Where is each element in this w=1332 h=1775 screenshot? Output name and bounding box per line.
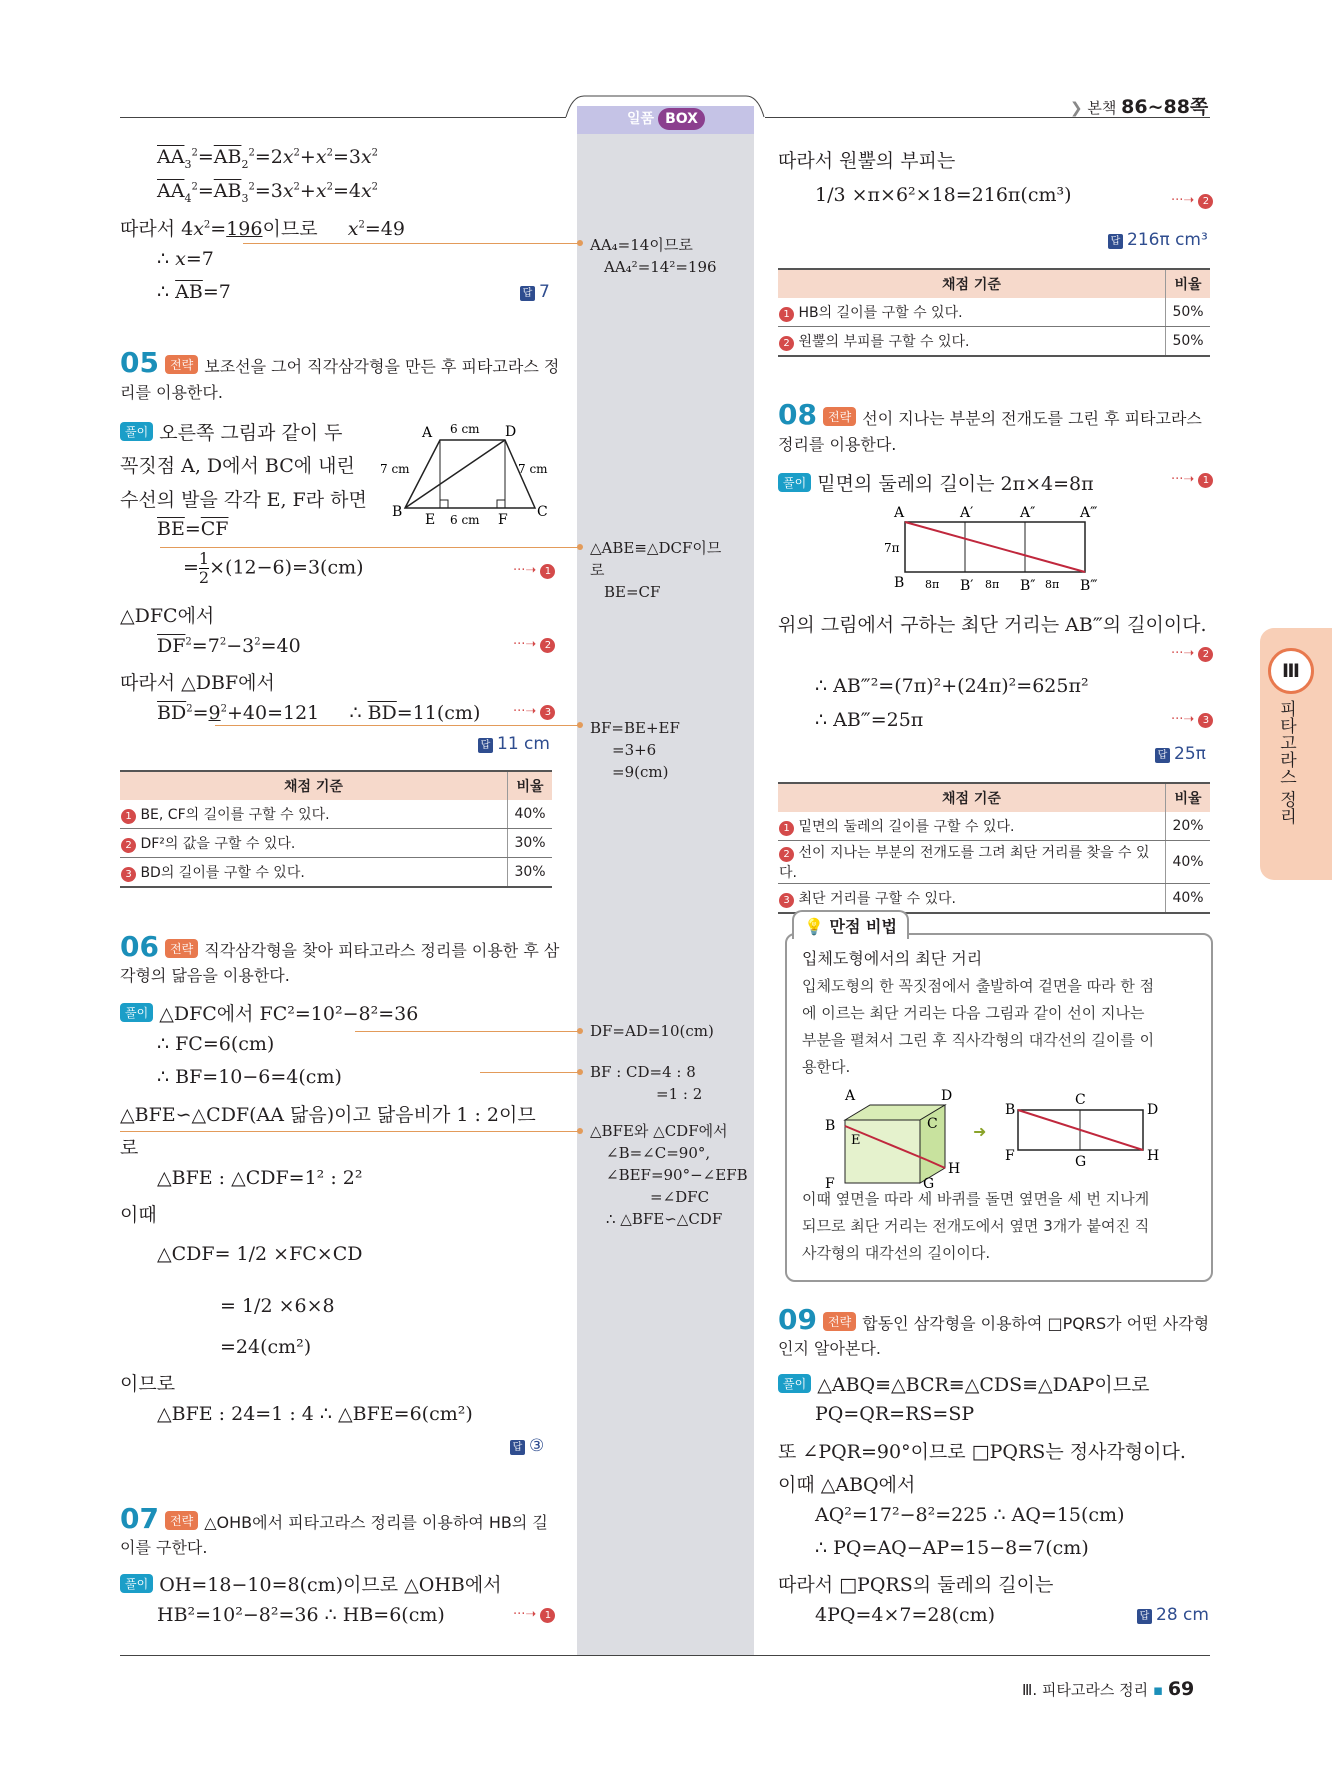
tip-title: 💡 만점 비법 [792, 910, 909, 939]
connector-2 [160, 547, 580, 548]
problem-06-line-6: △BFE : △CDF=1² : 2² [157, 1167, 363, 1189]
intro-line-3: 따라서 $4x^2=196$이므로 $x^2=49$ [120, 218, 405, 240]
problem-05-text-2: 꼭짓점 A, D에서 BC에 내린 [120, 455, 355, 477]
step-marker-07-2: ···➝ 2 [1171, 193, 1213, 209]
svg-text:D: D [505, 424, 517, 440]
criteria-table-07: 채점 기준 비율 1 HB의 길이를 구할 수 있다. 50% 2 원뿔의 부피를 구할 수 있다. 50% [778, 268, 1210, 357]
svg-text:C: C [537, 504, 548, 520]
chevron-right-icon: ❯ [1070, 99, 1083, 117]
problem-06-line-10: =24(cm²) [220, 1336, 312, 1358]
tip-foot: 이때 옆면을 따라 세 바퀴를 돌면 옆면을 세 번 지나게 되므로 최단 거리는 전개도에서 옆면 3개가 붙여진 직 사각형의 대각선의 길이이다. [802, 1190, 1150, 1262]
mid-note-2: △ABE≡△DCF이므 로 BE=CF [590, 539, 722, 601]
svg-text:A: A [894, 505, 905, 521]
svg-text:7 cm: 7 cm [518, 462, 548, 476]
problem-08-answer: 답 25π [1155, 744, 1206, 764]
problem-05-step-2: = $\frac{1}{2}$ ×(12−6)=3(cm) [183, 549, 364, 587]
mid-note-5: BF : CD=4 : 8 =1 : 2 [590, 1063, 703, 1103]
problem-09-line-3: 또 ∠PQR=90°이므로 □PQRS는 정사각형이다. [778, 1441, 1186, 1463]
step-marker-1: ···➝ 1 [513, 563, 555, 579]
problem-08-line-1: 풀이 밑면의 둘레의 길이는 2π×4=8π [778, 469, 1094, 496]
svg-text:A′: A′ [960, 505, 974, 521]
svg-text:B: B [392, 504, 403, 520]
svg-text:F: F [825, 1176, 835, 1190]
step-marker-3: ···➝ 3 [513, 704, 555, 720]
problem-09-strategy-2: 인지 알아본다. [778, 1339, 881, 1358]
step-marker-08-3: ···➝ 3 [1171, 712, 1213, 728]
net-figure [880, 500, 1120, 595]
step-marker-08-1: ···➝ 1 [1171, 472, 1213, 488]
connector-3 [215, 725, 580, 726]
header-rule-left [120, 117, 566, 118]
notes-box-title: 일품 BOX [627, 108, 705, 130]
problem-05-strategy-2: 리를 이용한다. [120, 383, 223, 402]
table-row: 3 BD의 길이를 구할 수 있다. 30% [120, 858, 552, 888]
problem-09-line-1: 풀이 △ABQ≡△BCR≡△CDS≡△DAP이므로 [778, 1370, 1149, 1397]
problem-09-line-2: PQ=QR=RS=SP [815, 1403, 975, 1425]
connector-5 [480, 1072, 580, 1073]
svg-text:8π: 8π [985, 578, 1000, 591]
svg-text:B: B [894, 575, 905, 591]
problem-07-cont-1: 따라서 원뿔의 부피는 [778, 150, 956, 172]
problem-05-step-3: △DFC에서 [120, 605, 215, 627]
mid-note-1: AA₄=14이므로 AA₄²=14²=196 [590, 236, 717, 276]
footer-rule [120, 1655, 1210, 1656]
svg-text:H: H [1147, 1148, 1160, 1164]
problem-06-answer: 답 ③ [510, 1436, 544, 1456]
intro-line-2: $\overline{AA}_4^2=\overline{AB}_3^2=3x^2+x^2=4x^2$ [157, 180, 379, 205]
svg-text:B″: B″ [1020, 578, 1036, 594]
mid-note-3: BF=BE+EF =3+6 =9(cm) [590, 719, 680, 781]
problem-06-header: 06 전략 직각삼각형을 찾아 피타고라스 정리를 이용한 후 삼 [120, 930, 560, 963]
svg-text:E: E [425, 512, 436, 528]
svg-text:E: E [851, 1133, 861, 1148]
tip-subtitle: 입체도형에서의 최단 거리 [802, 949, 983, 968]
arrow-right-icon: ➜ [973, 1122, 987, 1141]
problem-05-text-3: 수선의 발을 각각 E, F라 하면 [120, 489, 367, 511]
problem-09-answer: 답 28 cm [1137, 1605, 1209, 1625]
table-row: 2 DF²의 값을 구할 수 있다. 30% [120, 829, 552, 858]
svg-text:8π: 8π [1045, 578, 1060, 591]
svg-text:H: H [948, 1161, 961, 1177]
svg-text:A: A [422, 425, 433, 441]
step-marker-2: ···➝ 2 [513, 637, 555, 653]
problem-08-line-2: 위의 그림에서 구하는 최단 거리는 AB‴의 길이이다. [778, 614, 1207, 636]
lightbulb-icon: 💡 [804, 917, 824, 936]
svg-text:A″: A″ [1020, 505, 1036, 521]
problem-06-strategy-2: 각형의 닮음을 이용한다. [120, 966, 290, 985]
svg-text:8π: 8π [925, 578, 940, 591]
svg-text:D: D [1147, 1102, 1159, 1118]
table-row: 3 최단 거리를 구할 수 있다. 40% [778, 884, 1210, 914]
svg-text:C: C [1075, 1092, 1086, 1108]
svg-text:7π: 7π [884, 541, 900, 555]
intro-line-1: $\overline{AA}_3^2=\overline{AB}_2^2=2x^2+x^2=3x^2$ [157, 146, 379, 171]
footer: Ⅲ. 피타고라스 정리 ▪ 69 [1022, 1678, 1195, 1700]
step-marker-08-2: ···➝ 2 [1171, 646, 1213, 662]
connector-6 [120, 1131, 580, 1132]
connector-4 [355, 1031, 580, 1032]
problem-08-line-4: ∴ AB‴=25π [815, 709, 924, 731]
svg-text:A: A [845, 1088, 856, 1104]
problem-07-answer: 답 216π cm³ [1108, 230, 1208, 250]
problem-05-answer: 답 11 cm [478, 734, 550, 754]
problem-08-strategy-2: 정리를 이용한다. [778, 435, 897, 454]
problem-05-step-1: $\overline{BE}=\overline{CF}$ [157, 518, 229, 540]
svg-text:7 cm: 7 cm [380, 462, 410, 476]
notes-column [577, 107, 754, 1655]
svg-text:F: F [1005, 1148, 1015, 1164]
step-marker-07-1: ···➝ 1 [513, 1607, 555, 1623]
intro-answer: 답 7 [520, 282, 550, 302]
svg-text:G: G [1075, 1154, 1087, 1170]
problem-05-step-6: $\overline{BD}^2=9^2+40=121$ ∴ $\overline{BD}=11(cm)$ [157, 702, 481, 724]
mid-note-4: DF=AD=10(cm) [590, 1022, 714, 1040]
problem-09-line-4: 이때 △ABQ에서 [778, 1474, 916, 1496]
svg-text:6 cm: 6 cm [450, 513, 480, 527]
problem-06-line-4: △BFE∽△CDF(AA 닮음)이고 닮음비가 1 : 2이므 [120, 1104, 536, 1126]
trapezoid-figure [380, 418, 560, 528]
problem-09-line-7: 따라서 □PQRS의 둘레의 길이는 [778, 1574, 1054, 1596]
table-row: 1 밑면의 둘레의 길이를 구할 수 있다. 20% [778, 812, 1210, 841]
svg-text:B′: B′ [960, 578, 974, 594]
problem-08-line-3: ∴ AB‴²=(7π)²+(24π)²=625π² [815, 675, 1089, 697]
svg-text:B‴: B‴ [1080, 578, 1098, 594]
table-row: 2 선이 지나는 부분의 전개도를 그려 최단 거리를 찾을 수 있다. 40% [778, 841, 1210, 884]
problem-06-line-12: △BFE : 24=1 : 4 ∴ △BFE=6(cm²) [157, 1403, 473, 1425]
problem-07-strategy-2: 이를 구한다. [120, 1538, 208, 1557]
criteria-table-05: 채점 기준 비율 1 BE, CF의 길이를 구할 수 있다. 40% 2 DF²의 값을 구할 수 있다. 30% 3 BD의 길이를 구할 수 있다. 30% [120, 770, 552, 888]
problem-06-line-2: ∴ FC=6(cm) [157, 1033, 275, 1055]
problem-09-line-8: 4PQ=4×7=28(cm) [815, 1604, 996, 1626]
intro-line-4: ∴ x=7 [157, 248, 214, 270]
svg-text:A‴: A‴ [1080, 505, 1098, 521]
svg-text:B: B [825, 1118, 836, 1134]
problem-09-line-5: AQ²=17²−8²=225 ∴ AQ=15(cm) [815, 1504, 1125, 1526]
problem-06-line-3: ∴ BF=10−6=4(cm) [157, 1066, 342, 1088]
problem-08-header: 08 전략 선이 지나는 부분의 전개도를 그린 후 피타고라스 [778, 398, 1202, 431]
problem-05-step-5: 따라서 △DBF에서 [120, 672, 275, 694]
tip-body: 입체도형의 한 꼭짓점에서 출발하여 겉면을 따라 한 점 에 이르는 최단 거리는 다음 그림과 같이 선이 지나는 부분을 펼쳐서 그린 후 직사각형의 대각선의 길이를 이 용한다. [802, 977, 1155, 1076]
svg-text:F: F [498, 512, 508, 528]
tip-figure [815, 1080, 1205, 1190]
connector-1 [243, 243, 580, 244]
problem-05-header: 05 전략 보조선을 그어 직각삼각형을 만든 후 피타고라스 정 [120, 346, 560, 379]
chapter-side-label: 피타고라스 정리 [1276, 700, 1296, 825]
table-row: 1 BE, CF의 길이를 구할 수 있다. 40% [120, 800, 552, 829]
problem-06-line-9: = 1/2 ×6×8 [220, 1295, 335, 1317]
svg-text:C: C [927, 1116, 938, 1132]
problem-06-line-11: 이므로 [120, 1373, 176, 1395]
table-row: 2 원뿔의 부피를 구할 수 있다. 50% [778, 327, 1210, 357]
problem-07-header: 07 전략 △OHB에서 피타고라스 정리를 이용하여 HB의 길 [120, 1502, 548, 1535]
svg-text:B: B [1005, 1102, 1016, 1118]
problem-09-header: 09 전략 합동인 삼각형을 이용하여 □PQRS가 어떤 사각형 [778, 1303, 1210, 1336]
problem-06-line-8: △CDF= 1/2 ×FC×CD [157, 1243, 363, 1265]
intro-line-5: ∴ $\overline{AB}=7$ [157, 281, 231, 303]
svg-text:D: D [941, 1088, 953, 1104]
problem-07-line-2: HB²=10²−8²=36 ∴ HB=6(cm) [157, 1604, 445, 1626]
problem-07-cont-2: 1/3 ×π×6²×18=216π(cm³) [815, 184, 1072, 206]
svg-text:6 cm: 6 cm [450, 422, 480, 436]
criteria-table-08: 채점 기준 비율 1 밑면의 둘레의 길이를 구할 수 있다. 20% 2 선이 지나는 부분의 전개도를 그려 최단 거리를 찾을 수 있다. 40% 3 최단 거리를 구할 수 있다. 40% [778, 782, 1210, 914]
problem-06-line-5: 로 [120, 1137, 139, 1159]
svg-text:G: G [923, 1176, 935, 1190]
problem-07-line-1: 풀이 OH=18−10=8(cm)이므로 △OHB에서 [120, 1570, 502, 1597]
mid-note-6: △BFE와 △CDF에서 ∠B=∠C=90°, ∠BEF=90°−∠EFB =∠DFC ∴ △BFE∽△CDF [590, 1122, 748, 1228]
problem-06-line-1: 풀이 △DFC에서 FC²=10²−8²=36 [120, 999, 418, 1026]
page-reference: ❯ 본책 86~88쪽 [1070, 96, 1209, 118]
chapter-roman-badge: Ⅲ [1268, 648, 1314, 694]
problem-09-line-6: ∴ PQ=AQ−AP=15−8=7(cm) [815, 1537, 1089, 1559]
problem-05-text-1: 풀이 오른쪽 그림과 같이 두 [120, 418, 343, 445]
table-row: 1 HB의 길이를 구할 수 있다. 50% [778, 298, 1210, 327]
problem-06-line-7: 이때 [120, 1204, 157, 1226]
problem-05-step-4: $\overline{DF}^2=7^2-3^2=40$ [157, 635, 301, 657]
